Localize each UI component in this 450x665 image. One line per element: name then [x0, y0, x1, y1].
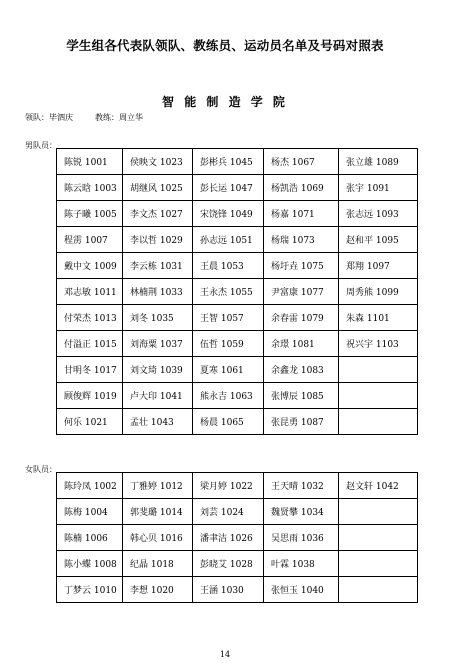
- table-row: [57, 383, 418, 409]
- athlete-cell: [339, 525, 418, 551]
- athlete-cell: 林楠荆 1033: [123, 279, 193, 305]
- athlete-cell: 魏贤攀 1034: [264, 499, 339, 525]
- athlete-cell: 孟壮 1043: [123, 409, 193, 435]
- athlete-cell: 李以哲 1029: [123, 227, 193, 253]
- athlete-cell: [339, 383, 418, 409]
- athlete-cell: 郭斐璐 1014: [123, 499, 193, 525]
- athlete-cell: 王天晴 1032: [264, 473, 339, 499]
- athlete-cell: 戴中文 1009: [57, 253, 123, 279]
- athlete-cell: 宋饶锋 1049: [193, 201, 264, 227]
- male-section-label: 男队员：: [25, 141, 57, 150]
- athlete-cell: 孙志远 1051: [193, 227, 264, 253]
- table-row: [57, 409, 418, 435]
- male-roster-body: [57, 149, 418, 435]
- athlete-cell: 胡继风 1025: [123, 175, 193, 201]
- table-row: [57, 175, 418, 201]
- athlete-cell: 甘明冬 1017: [57, 357, 123, 383]
- athlete-cell: [339, 551, 418, 577]
- athlete-cell: 纪晶 1018: [123, 551, 193, 577]
- athlete-cell: 余鑫龙 1083: [264, 357, 339, 383]
- athlete-cell: 侯映文 1023: [123, 149, 193, 175]
- athlete-cell: 张志远 1093: [339, 201, 418, 227]
- table-row: [57, 499, 418, 525]
- athlete-cell: 丁梦云 1010: [57, 577, 123, 603]
- athlete-cell: 杨凯浩 1069: [264, 175, 339, 201]
- athlete-cell: [339, 499, 418, 525]
- athlete-cell: 周秀熊 1099: [339, 279, 418, 305]
- athlete-cell: [339, 577, 418, 603]
- athlete-cell: 顾俊辉 1019: [57, 383, 123, 409]
- coach-label: 教练：: [95, 113, 119, 122]
- athlete-cell: 张恒玉 1040: [264, 577, 339, 603]
- athlete-cell: 李云栋 1031: [123, 253, 193, 279]
- page-title: 学生组各代表队领队、教练员、运动员名单及号码对照表: [66, 38, 384, 53]
- athlete-cell: 余春雷 1079: [264, 305, 339, 331]
- athlete-cell: 程雳 1007: [57, 227, 123, 253]
- athlete-cell: 何乐 1021: [57, 409, 123, 435]
- athlete-cell: 杨嘉 1071: [264, 201, 339, 227]
- table-row: [57, 201, 418, 227]
- athlete-cell: 陈玲凤 1002: [57, 473, 123, 499]
- athlete-cell: 彭长运 1047: [193, 175, 264, 201]
- athlete-cell: 梁月婷 1022: [193, 473, 264, 499]
- athlete-cell: 李想 1020: [123, 577, 193, 603]
- table-row: [57, 357, 418, 383]
- athlete-cell: 熊永吉 1063: [193, 383, 264, 409]
- athlete-cell: [339, 409, 418, 435]
- college-heading: 智 能 制 造 学 院: [162, 95, 288, 109]
- athlete-cell: 付荣杰 1013: [57, 305, 123, 331]
- athlete-cell: 彭晓艾 1028: [193, 551, 264, 577]
- table-row: [57, 577, 418, 603]
- staff-line: [25, 112, 143, 123]
- athlete-cell: 尹富康 1077: [264, 279, 339, 305]
- athlete-cell: 陈云晗 1003: [57, 175, 123, 201]
- athlete-cell: 王晨 1053: [193, 253, 264, 279]
- athlete-cell: 卢大印 1041: [123, 383, 193, 409]
- athlete-cell: 韩心贝 1016: [123, 525, 193, 551]
- athlete-cell: 夏寒 1061: [193, 357, 264, 383]
- athlete-cell: 陈锐 1001: [57, 149, 123, 175]
- athlete-cell: 陈楠 1006: [57, 525, 123, 551]
- athlete-cell: 赵文轩 1042: [339, 473, 418, 499]
- coach-name: 周立华: [119, 113, 143, 122]
- athlete-cell: 王涵 1030: [193, 577, 264, 603]
- athlete-cell: 张立雄 1089: [339, 149, 418, 175]
- athlete-cell: 刘海粟 1037: [123, 331, 193, 357]
- table-row: [57, 473, 418, 499]
- leader-name: 毕泗庆: [49, 113, 73, 122]
- athlete-cell: 李文杰 1027: [123, 201, 193, 227]
- athlete-cell: 杨瑞 1073: [264, 227, 339, 253]
- page-number: 14: [219, 650, 231, 659]
- table-row: [57, 305, 418, 331]
- athlete-cell: 张昆勇 1087: [264, 409, 339, 435]
- athlete-cell: 祝兴宇 1103: [339, 331, 418, 357]
- athlete-cell: 赵和平 1095: [339, 227, 418, 253]
- table-row: [57, 279, 418, 305]
- athlete-cell: 王永杰 1055: [193, 279, 264, 305]
- male-roster-table: [56, 148, 418, 435]
- table-row: [57, 149, 418, 175]
- female-roster-table: [56, 472, 418, 603]
- athlete-cell: 彭彬兵 1045: [193, 149, 264, 175]
- athlete-cell: 伍哲 1059: [193, 331, 264, 357]
- athlete-cell: 王智 1057: [193, 305, 264, 331]
- female-section-label: 女队员：: [25, 465, 57, 474]
- female-roster-body: [57, 473, 418, 603]
- table-row: [57, 551, 418, 577]
- athlete-cell: 张博辰 1085: [264, 383, 339, 409]
- athlete-cell: 刘冬 1035: [123, 305, 193, 331]
- athlete-cell: 刘芸 1024: [193, 499, 264, 525]
- athlete-cell: 陈小蝶 1008: [57, 551, 123, 577]
- athlete-cell: 陈子曦 1005: [57, 201, 123, 227]
- athlete-cell: 付溢正 1015: [57, 331, 123, 357]
- athlete-cell: 杨晨 1065: [193, 409, 264, 435]
- athlete-cell: 邓志敏 1011: [57, 279, 123, 305]
- athlete-cell: 潘聿洁 1026: [193, 525, 264, 551]
- athlete-cell: 陈梅 1004: [57, 499, 123, 525]
- athlete-cell: 杨杰 1067: [264, 149, 339, 175]
- athlete-cell: 丁雅婷 1012: [123, 473, 193, 499]
- athlete-cell: 郑翔 1097: [339, 253, 418, 279]
- table-row: [57, 525, 418, 551]
- athlete-cell: 张宇 1091: [339, 175, 418, 201]
- leader-label: 领队：: [25, 113, 49, 122]
- table-row: [57, 331, 418, 357]
- athlete-cell: [339, 357, 418, 383]
- athlete-cell: 刘文琦 1039: [123, 357, 193, 383]
- athlete-cell: 吴思雨 1036: [264, 525, 339, 551]
- athlete-cell: 余璟 1081: [264, 331, 339, 357]
- athlete-cell: 叶霖 1038: [264, 551, 339, 577]
- athlete-cell: 杨圩垚 1075: [264, 253, 339, 279]
- table-row: [57, 253, 418, 279]
- table-row: [57, 227, 418, 253]
- athlete-cell: 朱森 1101: [339, 305, 418, 331]
